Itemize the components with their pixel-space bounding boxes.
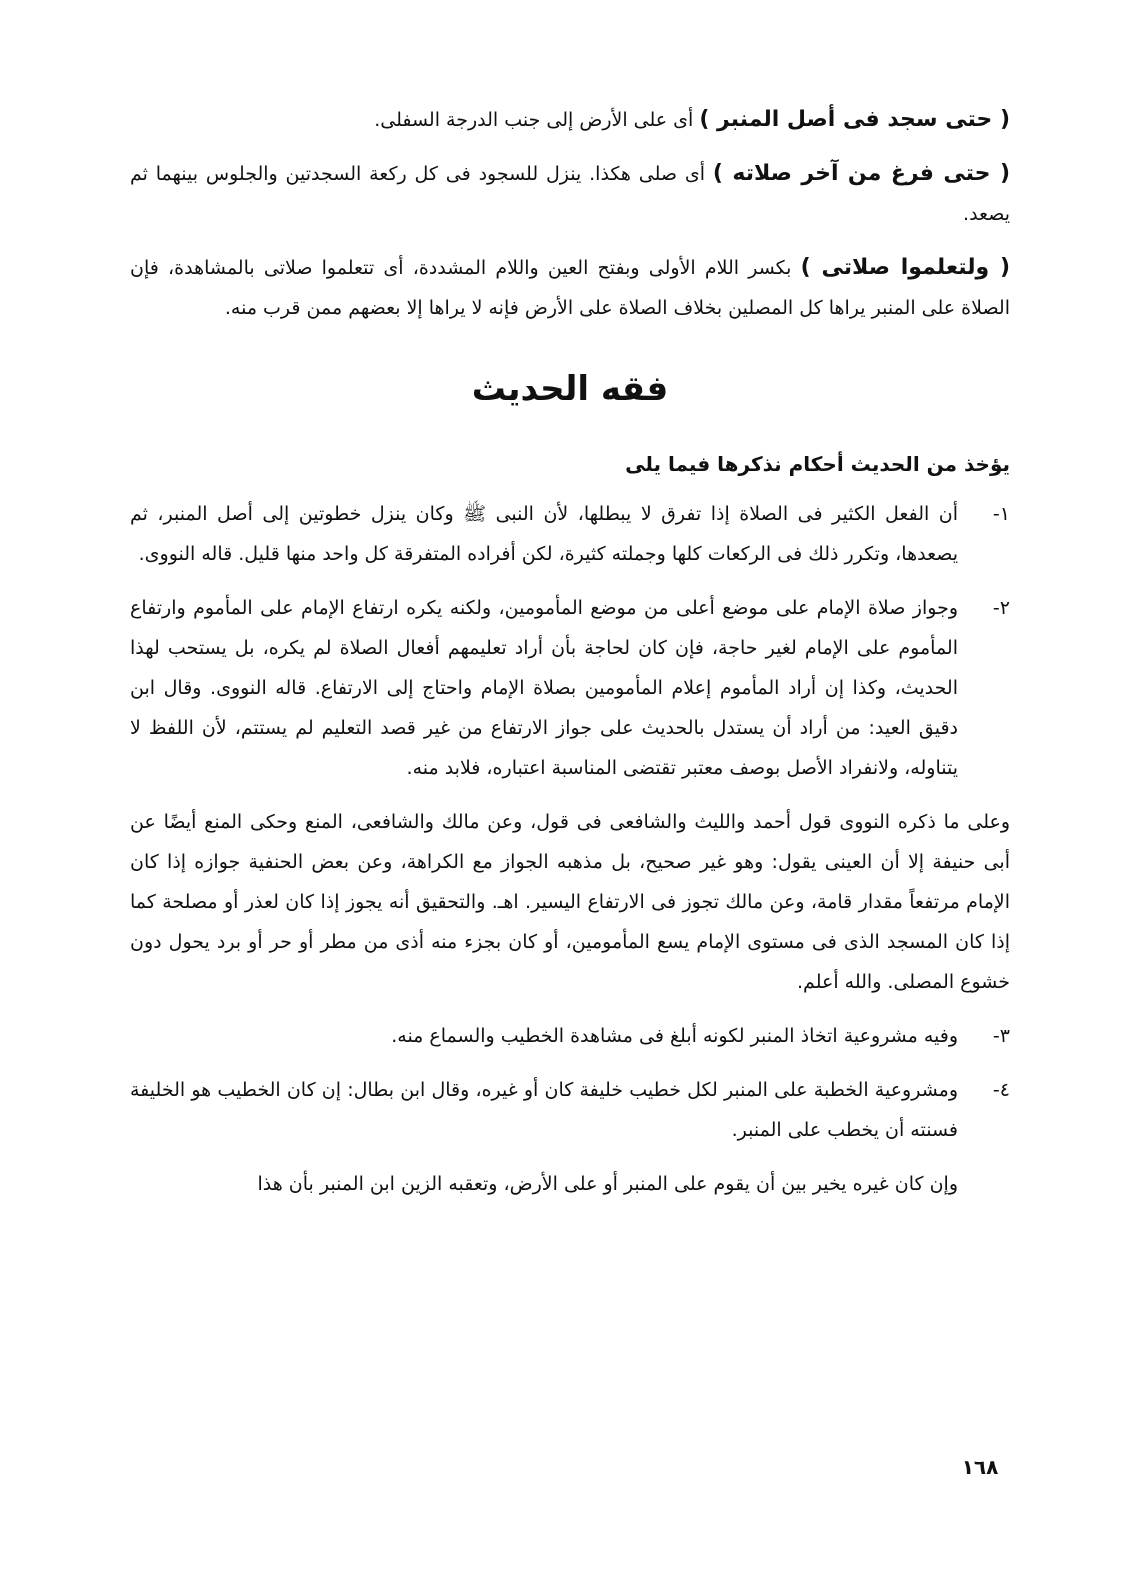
section-heading: فقه الحديث: [471, 369, 669, 409]
page-number: ١٦٨: [961, 1455, 999, 1479]
ruling-number: ١-: [992, 503, 1010, 525]
continuation-paragraph: وعلى ما ذكره النووى قول أحمد والليث والشافعى فى قول، وعن مالك والشافعى، المنع وحكى المنع أيضًا عن أبى حنيفة إلا أن العينى يقول: وهو غير صحيح، بل مذهبه الجواز مع الكراهة، وعن بعض الحنفية جوازه إذا كان الإمام مرتفعاً مقدار قامة، وعن مالك تجوز فى الارتفاع اليسير. اهـ. والتحقيق أنه يجوز إذا كان لعذر أو مصلحة كما إذا كان المسجد الذى فى مستوى الإمام يسع المأمومين، أو كان بجزء منه أذى من مطر أو حر أو برد يحول دون خشوع المصلى. والله أعلم.: [130, 811, 1010, 993]
ruling-text: ومشروعية الخطبة على المنبر لكل خطيب خليفة كان أو غيره، وقال ابن بطال: إن كان الخطيب هو الخليفة فسنته أن يخطب على المنبر.: [130, 1079, 958, 1141]
gloss-text: بكسر اللام الأولى وبفتح العين واللام المشددة، أى تتعلموا صلاتى بالمشاهدة، فإن الصلاة على المنبر يراها كل المصلين بخلاف الصلاة على الأرض فإنه لا يراها إلا بعضهم ممن قرب منه.: [130, 257, 1010, 319]
gloss-term: ( حتى سجد فى أصل المنبر ): [699, 107, 1010, 132]
gloss-text: أى صلى هكذا. ينزل للسجود فى كل ركعة السجدتين والجلوس بينهما ثم يصعد.: [130, 163, 1010, 225]
gloss-paragraph: [130, 154, 1010, 234]
ruling-item: [130, 588, 1010, 788]
ruling-number: ٤-: [992, 1079, 1010, 1101]
gloss-term: ( حتى فرغ من آخر صلاته ): [712, 161, 1010, 186]
ruling-text: أن الفعل الكثير فى الصلاة إذا تفرق لا يبطلها، لأن النبى ﷺ وكان ينزل خطوتين إلى أصل المنبر، ثم يصعدها، وتكرر ذلك فى الركعات كلها وجملته كثيرة، لكن أفراده المتفرقة كل واحد منها قليل. قاله النووى.: [130, 503, 958, 565]
page-body: [130, 100, 1010, 1218]
gloss-paragraph: [130, 100, 1010, 140]
final-paragraph: وإن كان غيره يخير بين أن يقوم على المنبر أو على الأرض، وتعقبه الزين ابن المنبر بأن هذا: [257, 1173, 958, 1195]
gloss-term: ( ولتعلموا صلاتى ): [800, 255, 1011, 280]
ruling-number: ٣-: [992, 1025, 1010, 1047]
ruling-text: وفيه مشروعية اتخاذ المنبر لكونه أبلغ فى مشاهدة الخطيب والسماع منه.: [391, 1025, 958, 1047]
ruling-text: وجواز صلاة الإمام على موضع أعلى من موضع المأمومين، ولكنه يكره ارتفاع الإمام على المأموم وارتفاع المأموم على الإمام لغير حاجة، فإن كان لحاجة بأن أراد تعليمهم أفعال الصلاة لم يكره، بل يستحب لهذا الحديث، وكذا إن أراد المأموم إعلام المأمومين بصلاة الإمام واحتاج إلى الارتفاع. قاله النووى. وقال ابن دقيق العيد: من أراد أن يستدل بالحديث على جواز الارتفاع من غير قصد التعليم لم يستتم، لأن اللفظ لا يتناوله، ولانفراد الأصل بوصف معتبر تقتضى المناسبة اعتباره، فلابد منه.: [130, 597, 958, 779]
ruling-number: ٢-: [992, 597, 1010, 619]
ruling-item: [130, 1070, 1010, 1150]
gloss-paragraph: [130, 248, 1010, 328]
ruling-item: [130, 494, 1010, 574]
gloss-text: أى على الأرض إلى جنب الدرجة السفلى.: [374, 109, 700, 131]
ruling-item: [130, 1016, 1010, 1056]
section-intro: يؤخذ من الحديث أحكام نذكرها فيما يلى: [625, 452, 1010, 476]
